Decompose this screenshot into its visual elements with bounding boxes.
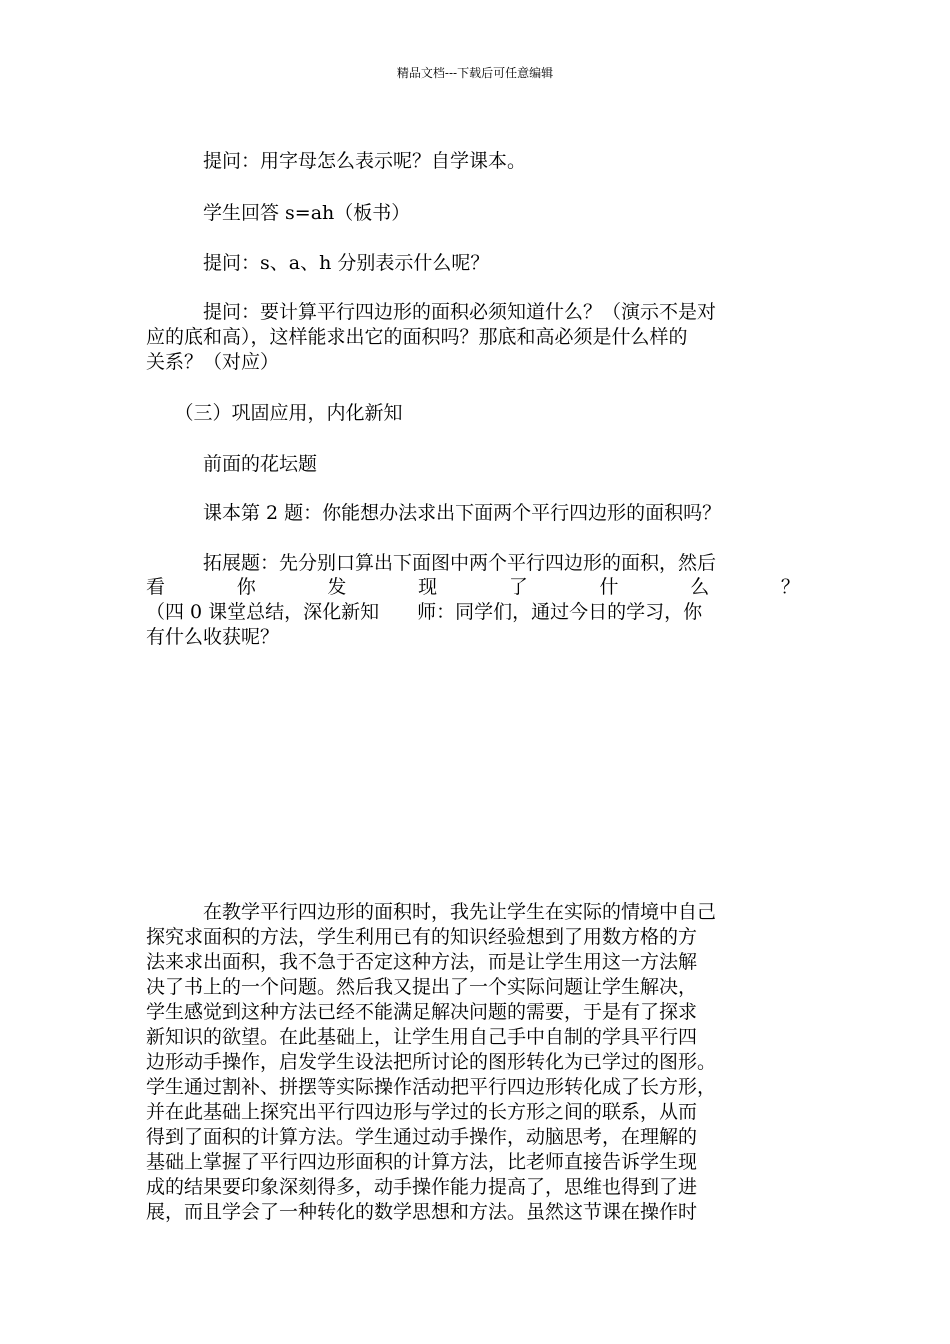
reflection-line: 探究求面积的方法，学生利用已有的知识经验想到了用数方格的方 bbox=[146, 926, 698, 948]
question-requirements-line-3: 关系？（对应） bbox=[146, 351, 280, 373]
section-3-heading: （三）巩固应用，内化新知 bbox=[146, 402, 403, 424]
reflection-line: 得到了面积的计算方法。学生通过动手操作，动脑思考，在理解的 bbox=[146, 1126, 698, 1148]
extension-problem-line-1: 拓展题：先分别口算出下面图中两个平行四边形的面积，然后 bbox=[146, 552, 717, 574]
reflection-line: 在教学平行四边形的面积时，我先让学生在实际的情境中自己 bbox=[146, 901, 717, 923]
spread-char: 么 bbox=[690, 576, 710, 598]
flower-bed-problem: 前面的花坛题 bbox=[146, 453, 318, 475]
reflection-line: 学生感觉到这种方法已经不能满足解决问题的需要，于是有了探求 bbox=[146, 1001, 698, 1023]
student-answer: 学生回答 s=ah（板书） bbox=[146, 202, 411, 224]
extension-problem-line-2 bbox=[146, 574, 800, 600]
spread-char: 发 bbox=[327, 576, 347, 598]
page-header: 精品文档---下载后可任意编辑 bbox=[396, 66, 554, 80]
question-requirements-line-2: 应的底和高），这样能求出它的面积吗？那底和高必须是什么样的 bbox=[146, 326, 688, 348]
reflection-line: 决了书上的一个问题。然后我又提出了一个实际问题让学生解决， bbox=[146, 976, 698, 998]
spread-char: ？ bbox=[780, 576, 800, 598]
spread-char: 你 bbox=[236, 576, 256, 598]
extension-problem-line-3: （四 0 课堂总结，深化新知 师：同学们，通过今日的学习，你 bbox=[146, 601, 703, 623]
spread-char: 看 bbox=[146, 576, 166, 598]
reflection-line: 并在此基础上探究出平行四边形与学过的长方形之间的联系，从而 bbox=[146, 1101, 698, 1123]
spread-char: 什 bbox=[599, 576, 619, 598]
spread-char: 了 bbox=[508, 576, 528, 598]
spread-char: 现 bbox=[418, 576, 438, 598]
reflection-line: 展，而且学会了一种转化的数学思想和方法。虽然这节课在操作时 bbox=[146, 1201, 698, 1223]
question-requirements-line-1: 提问：要计算平行四边形的面积必须知道什么？（演示不是对 bbox=[146, 301, 717, 323]
reflection-line: 成的结果要印象深刻得多，动手操作能力提高了，思维也得到了进 bbox=[146, 1176, 698, 1198]
reflection-line: 基础上掌握了平行四边形面积的计算方法，比老师直接告诉学生现 bbox=[146, 1151, 698, 1173]
question-letters: 提问：用字母怎么表示呢？自学课本。 bbox=[146, 150, 527, 172]
reflection-line: 法来求出面积，我不急于否定这种方法，而是让学生用这一方法解 bbox=[146, 951, 698, 973]
extension-problem-line-4: 有什么收获呢？ bbox=[146, 626, 280, 648]
textbook-question-2: 课本第 2 题：你能想办法求出下面两个平行四边形的面积吗？ bbox=[146, 502, 722, 524]
reflection-line: 新知识的欲望。在此基础上，让学生用自己手中自制的学具平行四 bbox=[146, 1026, 698, 1048]
reflection-line: 边形动手操作，启发学生设法把所讨论的图形转化为已学过的图形。 bbox=[146, 1051, 717, 1073]
reflection-line: 学生通过割补、拼摆等实际操作活动把平行四边形转化成了长方形， bbox=[146, 1076, 717, 1098]
question-meaning: 提问：s、a、h 分别表示什么呢？ bbox=[146, 252, 490, 274]
